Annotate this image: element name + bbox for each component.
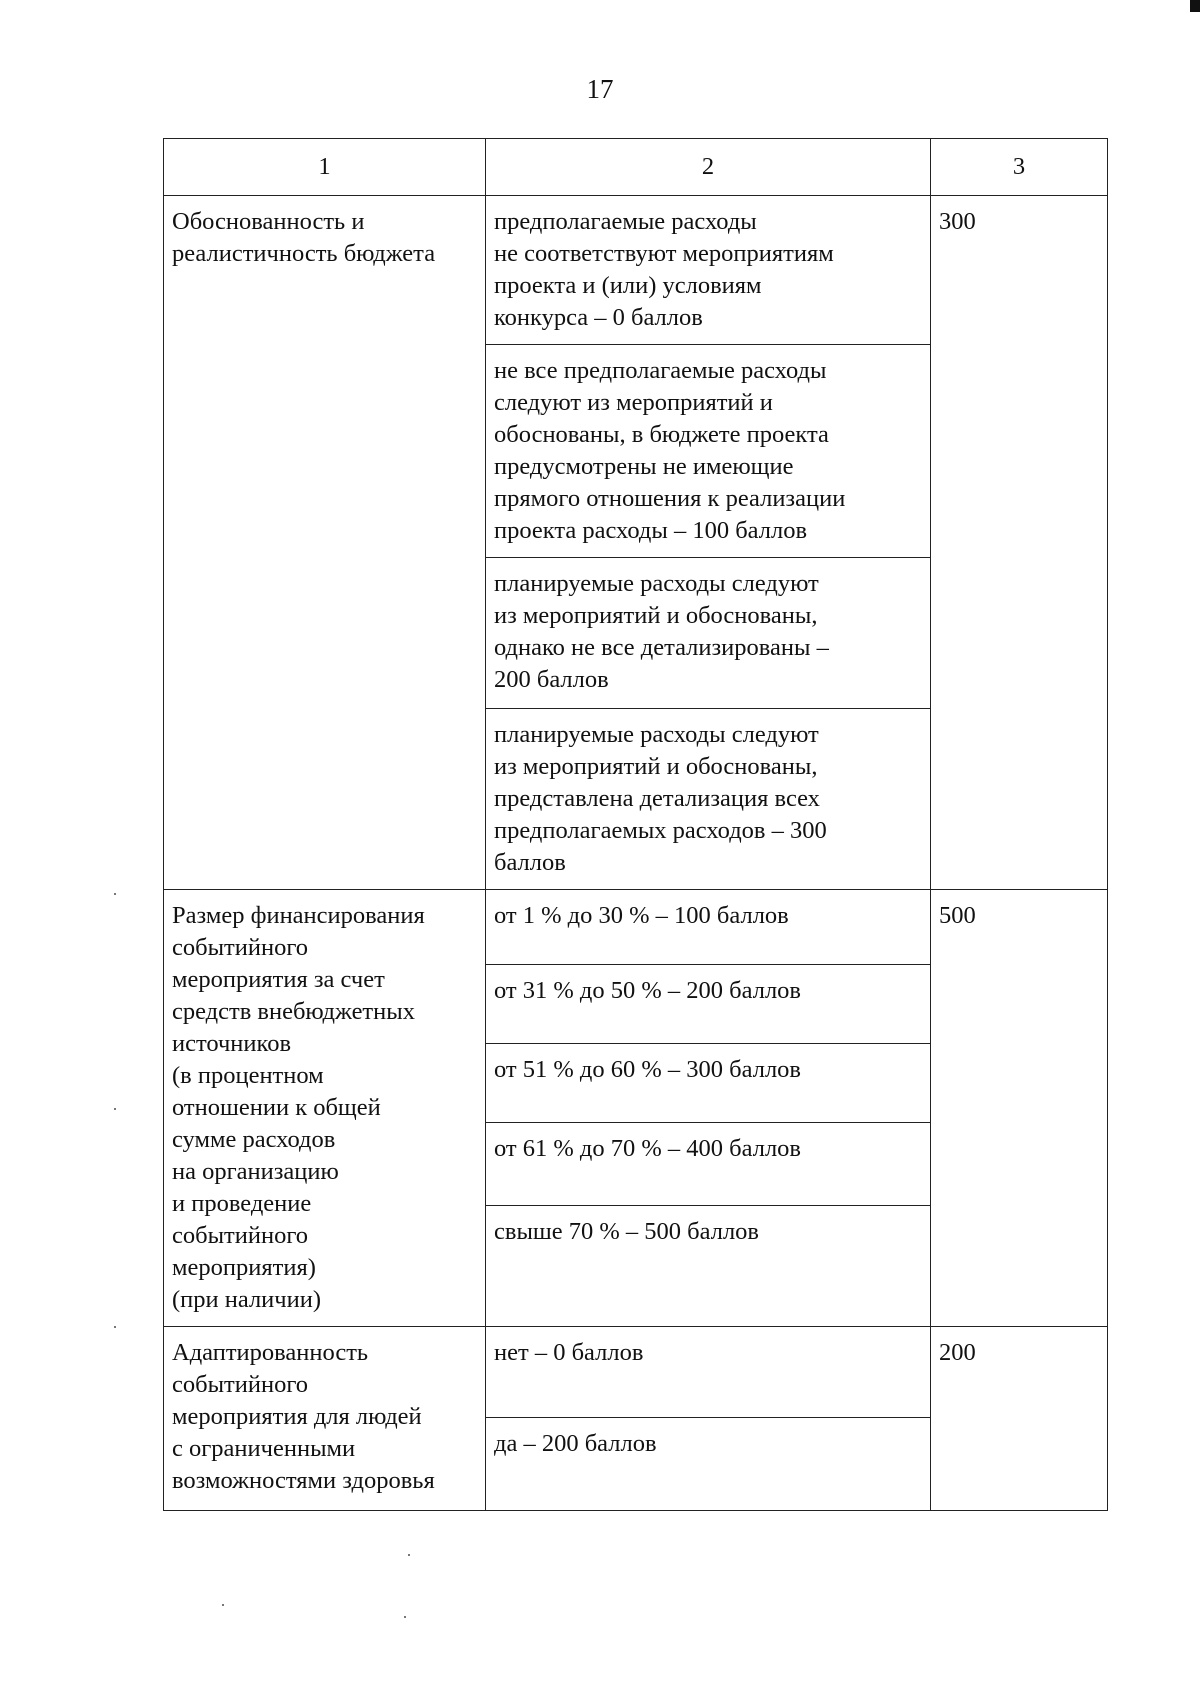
header-cell-2 — [486, 139, 931, 196]
scan-edge-mark — [1190, 0, 1200, 12]
option-text: не все предполагаемые расходы следуют из мероприятий и обоснованы, в бюджете проекта предусмотрены не имеющие прямого отношения к реализации проекта расходы – 100 баллов — [494, 357, 846, 544]
score-cell — [931, 890, 1108, 1327]
option-text: да – 200 баллов — [494, 1430, 657, 1457]
max-score: 500 — [939, 902, 976, 929]
header-cell-3 — [931, 139, 1108, 196]
table-row — [164, 890, 1108, 965]
option-cell — [486, 558, 931, 709]
scan-speck — [222, 1604, 224, 1606]
option-cell — [486, 965, 931, 1044]
option-cell — [486, 1044, 931, 1123]
table-row — [164, 196, 1108, 345]
page-number: 17 — [586, 74, 614, 104]
option-cell — [486, 890, 931, 965]
option-cell — [486, 1206, 931, 1327]
scan-speck — [114, 1326, 116, 1328]
criterion-cell — [164, 1327, 486, 1511]
criterion-text: Размер финансирования событийного мероприятия за счет средств внебюджетных источников (в процентном отношении к общей сумме расходов на организацию и проведение событийного мероприятия) (при наличии) — [172, 902, 425, 1313]
scan-speck — [404, 1616, 406, 1618]
option-cell — [486, 1418, 931, 1511]
scan-speck — [408, 1554, 410, 1556]
option-text: нет – 0 баллов — [494, 1339, 644, 1366]
criterion-text: Адаптированность событийного мероприятия для людей с ограниченными возможностями здоровья — [172, 1339, 435, 1494]
header-label: 3 — [1012, 153, 1026, 180]
option-cell — [486, 345, 931, 558]
table-row — [164, 1327, 1108, 1418]
option-text: от 1 % до 30 % – 100 баллов — [494, 902, 789, 929]
score-cell — [931, 196, 1108, 890]
scan-speck — [114, 893, 116, 895]
header-cell-1 — [164, 139, 486, 196]
score-cell — [931, 1327, 1108, 1511]
criterion-cell — [164, 890, 486, 1327]
max-score: 200 — [939, 1339, 976, 1366]
option-text: от 51 % до 60 % – 300 баллов — [494, 1056, 801, 1083]
scan-speck — [114, 1108, 116, 1110]
option-cell — [486, 1327, 931, 1418]
option-cell — [486, 709, 931, 890]
criteria-table — [163, 138, 1108, 1511]
header-label: 2 — [701, 153, 715, 180]
table-header-row — [164, 139, 1108, 196]
option-text: предполагаемые расходы не соответствуют мероприятиям проекта и (или) условиям конкурса – 0 баллов — [494, 208, 834, 331]
option-text: планируемые расходы следуют из мероприятий и обоснованы, представлена детализация всех предполагаемых расходов – 300 баллов — [494, 721, 827, 876]
max-score: 300 — [939, 208, 976, 235]
criterion-cell — [164, 196, 486, 890]
option-text: свыше 70 % – 500 баллов — [494, 1218, 760, 1245]
option-cell — [486, 1123, 931, 1206]
criterion-text: Обоснованность и реалистичность бюджета — [172, 208, 436, 267]
header-label: 1 — [318, 153, 331, 180]
option-cell — [486, 196, 931, 345]
option-text: от 31 % до 50 % – 200 баллов — [494, 977, 801, 1004]
option-text: планируемые расходы следуют из мероприятий и обоснованы, однако не все детализированы – 200 баллов — [494, 570, 829, 693]
option-text: от 61 % до 70 % – 400 баллов — [494, 1135, 801, 1162]
